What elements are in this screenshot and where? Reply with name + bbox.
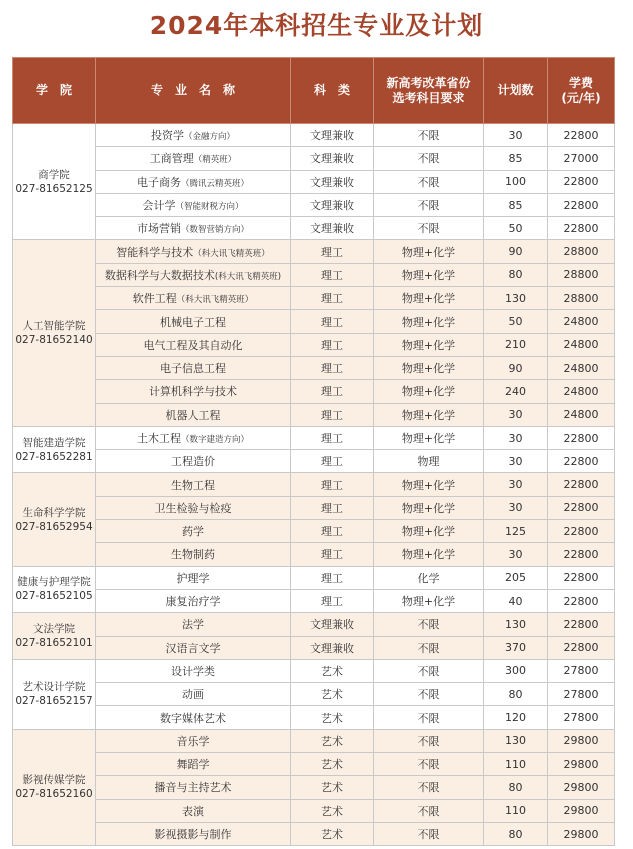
subject-requirement: 不限 <box>374 170 484 193</box>
subject-requirement: 不限 <box>374 753 484 776</box>
plan-count: 50 <box>484 310 548 333</box>
major-name: 法学 <box>96 613 291 636</box>
table-row <box>13 543 615 566</box>
table-row <box>13 333 615 356</box>
table-row <box>13 659 615 682</box>
major-note: （数智营销方向） <box>180 225 249 236</box>
tuition: 22800 <box>548 124 615 147</box>
major-name: 药学 <box>96 520 291 543</box>
plan-count: 205 <box>484 566 548 589</box>
subject-requirement: 物理 <box>374 450 484 473</box>
subject-requirement: 物理+化学 <box>374 543 484 566</box>
table-row <box>13 287 615 310</box>
plan-count: 110 <box>484 799 548 822</box>
tuition: 29800 <box>548 822 615 845</box>
tuition: 22800 <box>548 566 615 589</box>
tuition: 22800 <box>548 520 615 543</box>
table-row <box>13 450 615 473</box>
category: 文理兼收 <box>291 636 374 659</box>
plan-count: 90 <box>484 240 548 263</box>
plan-count: 110 <box>484 753 548 776</box>
major-note: （科大讯飞精英班） <box>176 295 254 306</box>
category: 艺术 <box>291 659 374 682</box>
category: 艺术 <box>291 706 374 729</box>
plan-count: 80 <box>484 683 548 706</box>
table-row <box>13 426 615 449</box>
major-name: 设计学类 <box>96 659 291 682</box>
major-name: 卫生检验与检疫 <box>96 496 291 519</box>
plan-count: 30 <box>484 426 548 449</box>
header-category: 科 类 <box>291 58 374 124</box>
category: 理工 <box>291 310 374 333</box>
tuition: 27800 <box>548 683 615 706</box>
category: 艺术 <box>291 822 374 845</box>
table-row <box>13 263 615 286</box>
plan-count: 40 <box>484 589 548 612</box>
college-name: 人工智能学院 <box>22 320 86 333</box>
major-name: 数据科学与大数据技术(科大讯飞精英班) <box>96 263 291 286</box>
major-note: （精英班） <box>193 155 237 166</box>
college-cell <box>13 426 96 473</box>
table-row <box>13 170 615 193</box>
college-name: 健康与护理学院 <box>17 576 91 589</box>
subject-requirement: 不限 <box>374 613 484 636</box>
college-cell <box>13 659 96 729</box>
tuition: 22800 <box>548 589 615 612</box>
category: 艺术 <box>291 776 374 799</box>
subject-requirement: 不限 <box>374 659 484 682</box>
table-row <box>13 776 615 799</box>
plan-count: 125 <box>484 520 548 543</box>
major-name: 计算机科学与技术 <box>96 380 291 403</box>
category: 文理兼收 <box>291 124 374 147</box>
college-name: 生命科学学院 <box>22 506 86 519</box>
tuition: 22800 <box>548 450 615 473</box>
table-row <box>13 636 615 659</box>
major-name: 电气工程及其自动化 <box>96 333 291 356</box>
college-phone: 027-81652281 <box>15 450 93 463</box>
major-name: 工程造价 <box>96 450 291 473</box>
table-row <box>13 380 615 403</box>
college-phone: 027-81652954 <box>15 520 93 533</box>
tuition: 29800 <box>548 753 615 776</box>
category: 理工 <box>291 240 374 263</box>
plan-count: 85 <box>484 193 548 216</box>
subject-requirement: 不限 <box>374 217 484 240</box>
tuition: 24800 <box>548 380 615 403</box>
major-note: （数字建造方向） <box>180 435 249 445</box>
table-row <box>13 473 615 496</box>
subject-requirement: 不限 <box>374 193 484 216</box>
subject-requirement: 不限 <box>374 706 484 729</box>
college-name: 影视传媒学院 <box>22 774 86 787</box>
category: 理工 <box>291 403 374 426</box>
major-name: 动画 <box>96 683 291 706</box>
major-name: 表演 <box>96 799 291 822</box>
category: 理工 <box>291 473 374 496</box>
plan-count: 130 <box>484 729 548 752</box>
college-phone: 027-81652140 <box>15 334 93 347</box>
major-name: 护理学 <box>96 566 291 589</box>
tuition: 22800 <box>548 170 615 193</box>
major-note: （腾讯云精英班） <box>180 178 249 189</box>
major-name: 投资学（金融方向） <box>96 124 291 147</box>
major-name: 汉语言文学 <box>96 636 291 659</box>
plan-count: 130 <box>484 287 548 310</box>
college-phone: 027-81652157 <box>15 695 93 708</box>
plan-count: 30 <box>484 124 548 147</box>
category: 理工 <box>291 380 374 403</box>
subject-requirement: 物理+化学 <box>374 496 484 519</box>
subject-requirement: 不限 <box>374 776 484 799</box>
table-row <box>13 589 615 612</box>
table-row <box>13 240 615 263</box>
major-name: 电子信息工程 <box>96 356 291 379</box>
major-name: 软件工程（科大讯飞精英班） <box>96 287 291 310</box>
tuition: 28800 <box>548 263 615 286</box>
subject-requirement: 物理+化学 <box>374 310 484 333</box>
table-row <box>13 520 615 543</box>
college-phone: 027-81652105 <box>15 590 93 603</box>
category: 理工 <box>291 426 374 449</box>
subject-requirement: 物理+化学 <box>374 520 484 543</box>
subject-requirement: 物理+化学 <box>374 380 484 403</box>
college-cell <box>13 566 96 613</box>
subject-requirement: 不限 <box>374 683 484 706</box>
major-note: （智能财税方向） <box>175 202 244 213</box>
category: 理工 <box>291 496 374 519</box>
category: 艺术 <box>291 683 374 706</box>
college-name: 商学院 <box>38 168 70 181</box>
subject-requirement: 不限 <box>374 822 484 845</box>
category: 艺术 <box>291 753 374 776</box>
plan-count: 240 <box>484 380 548 403</box>
subject-requirement: 不限 <box>374 636 484 659</box>
plan-count: 80 <box>484 822 548 845</box>
table-header <box>13 58 615 124</box>
table-row <box>13 356 615 379</box>
subject-requirement: 物理+化学 <box>374 263 484 286</box>
tuition: 29800 <box>548 729 615 752</box>
category: 文理兼收 <box>291 217 374 240</box>
category: 理工 <box>291 566 374 589</box>
plan-count: 85 <box>484 147 548 170</box>
table-row <box>13 310 615 333</box>
tuition: 22800 <box>548 473 615 496</box>
table-row <box>13 753 615 776</box>
college-name: 智能建造学院 <box>22 436 86 449</box>
major-name: 市场营销（数智营销方向） <box>96 217 291 240</box>
college-cell <box>13 473 96 566</box>
major-name: 工商管理（精英班） <box>96 147 291 170</box>
tuition: 22800 <box>548 543 615 566</box>
category: 艺术 <box>291 799 374 822</box>
subject-requirement: 化学 <box>374 566 484 589</box>
header-college: 学 院 <box>13 58 96 124</box>
plan-count: 100 <box>484 170 548 193</box>
major-name: 智能科学与技术（科大讯飞精英班） <box>96 240 291 263</box>
table-row <box>13 799 615 822</box>
college-cell <box>13 240 96 426</box>
tuition: 24800 <box>548 333 615 356</box>
subject-requirement: 物理+化学 <box>374 333 484 356</box>
table-row <box>13 217 615 240</box>
table-row <box>13 124 615 147</box>
plan-count: 130 <box>484 613 548 636</box>
tuition: 24800 <box>548 403 615 426</box>
table-row <box>13 822 615 845</box>
category: 艺术 <box>291 729 374 752</box>
plan-count: 300 <box>484 659 548 682</box>
college-phone: 027-81652125 <box>15 182 93 195</box>
major-name: 生物工程 <box>96 473 291 496</box>
plan-count: 30 <box>484 403 548 426</box>
tuition: 22800 <box>548 426 615 449</box>
major-name: 康复治疗学 <box>96 589 291 612</box>
table-row <box>13 706 615 729</box>
plan-count: 80 <box>484 263 548 286</box>
category: 理工 <box>291 333 374 356</box>
major-name: 影视摄影与制作 <box>96 822 291 845</box>
plan-count: 370 <box>484 636 548 659</box>
header-major: 专 业 名 称 <box>96 58 291 124</box>
tuition: 22800 <box>548 193 615 216</box>
tuition: 29800 <box>548 776 615 799</box>
plan-count: 80 <box>484 776 548 799</box>
category: 理工 <box>291 356 374 379</box>
tuition: 22800 <box>548 636 615 659</box>
major-name: 数字媒体艺术 <box>96 706 291 729</box>
subject-requirement: 不限 <box>374 729 484 752</box>
major-name: 机械电子工程 <box>96 310 291 333</box>
subject-requirement: 物理+化学 <box>374 426 484 449</box>
college-name: 艺术设计学院 <box>22 681 86 694</box>
subject-requirement: 物理+化学 <box>374 589 484 612</box>
category: 理工 <box>291 450 374 473</box>
tuition: 22800 <box>548 496 615 519</box>
table-row <box>13 566 615 589</box>
college-phone: 027-81652160 <box>15 788 93 801</box>
plan-count: 30 <box>484 473 548 496</box>
tuition: 24800 <box>548 356 615 379</box>
tuition: 29800 <box>548 799 615 822</box>
plan-count: 120 <box>484 706 548 729</box>
category: 理工 <box>291 543 374 566</box>
subject-requirement: 不限 <box>374 124 484 147</box>
subject-requirement: 物理+化学 <box>374 356 484 379</box>
table-row <box>13 613 615 636</box>
table-row <box>13 496 615 519</box>
category: 理工 <box>291 589 374 612</box>
table-row <box>13 403 615 426</box>
page-title: 2024年本科招生专业及计划 <box>149 11 484 40</box>
category: 文理兼收 <box>291 170 374 193</box>
tuition: 28800 <box>548 240 615 263</box>
category: 理工 <box>291 263 374 286</box>
subject-requirement: 不限 <box>374 799 484 822</box>
plan-count: 90 <box>484 356 548 379</box>
major-name: 电子商务（腾讯云精英班） <box>96 170 291 193</box>
major-name: 生物制药 <box>96 543 291 566</box>
subject-requirement: 物理+化学 <box>374 473 484 496</box>
college-name: 文法学院 <box>33 623 75 636</box>
tuition: 22800 <box>548 613 615 636</box>
major-name: 会计学（智能财税方向） <box>96 193 291 216</box>
plan-count: 210 <box>484 333 548 356</box>
major-name: 土木工程（数字建造方向） <box>96 426 291 449</box>
major-name: 播音与主持艺术 <box>96 776 291 799</box>
college-phone: 027-81652101 <box>15 637 93 650</box>
tuition: 27000 <box>548 147 615 170</box>
header-plan-count: 计划数 <box>484 58 548 124</box>
category: 文理兼收 <box>291 193 374 216</box>
tuition: 28800 <box>548 287 615 310</box>
major-note: （科大讯飞精英班） <box>193 248 270 259</box>
category: 文理兼收 <box>291 613 374 636</box>
subject-requirement: 物理+化学 <box>374 403 484 426</box>
category: 理工 <box>291 520 374 543</box>
tuition: 27800 <box>548 659 615 682</box>
tuition: 27800 <box>548 706 615 729</box>
major-name: 舞蹈学 <box>96 753 291 776</box>
header-subject-requirement: 新高考改革省份 选考科目要求 <box>374 58 484 124</box>
major-name: 音乐学 <box>96 729 291 752</box>
plan-count: 30 <box>484 496 548 519</box>
major-name: 机器人工程 <box>96 403 291 426</box>
subject-requirement: 物理+化学 <box>374 240 484 263</box>
tuition: 22800 <box>548 217 615 240</box>
table-row <box>13 147 615 170</box>
major-note: (科大讯飞精英班) <box>214 271 282 282</box>
admission-plan-table <box>12 57 615 846</box>
plan-count: 30 <box>484 450 548 473</box>
table-row <box>13 193 615 216</box>
major-note: （金融方向） <box>183 132 235 143</box>
college-cell <box>13 729 96 845</box>
tuition: 24800 <box>548 310 615 333</box>
plan-count: 50 <box>484 217 548 240</box>
subject-requirement: 不限 <box>374 147 484 170</box>
category: 理工 <box>291 287 374 310</box>
header-tuition: 学费 (元/年) <box>548 58 615 124</box>
category: 文理兼收 <box>291 147 374 170</box>
table-row <box>13 729 615 752</box>
subject-requirement: 物理+化学 <box>374 287 484 310</box>
table-row <box>13 683 615 706</box>
college-cell <box>13 613 96 660</box>
plan-count: 30 <box>484 543 548 566</box>
college-cell <box>13 124 96 240</box>
